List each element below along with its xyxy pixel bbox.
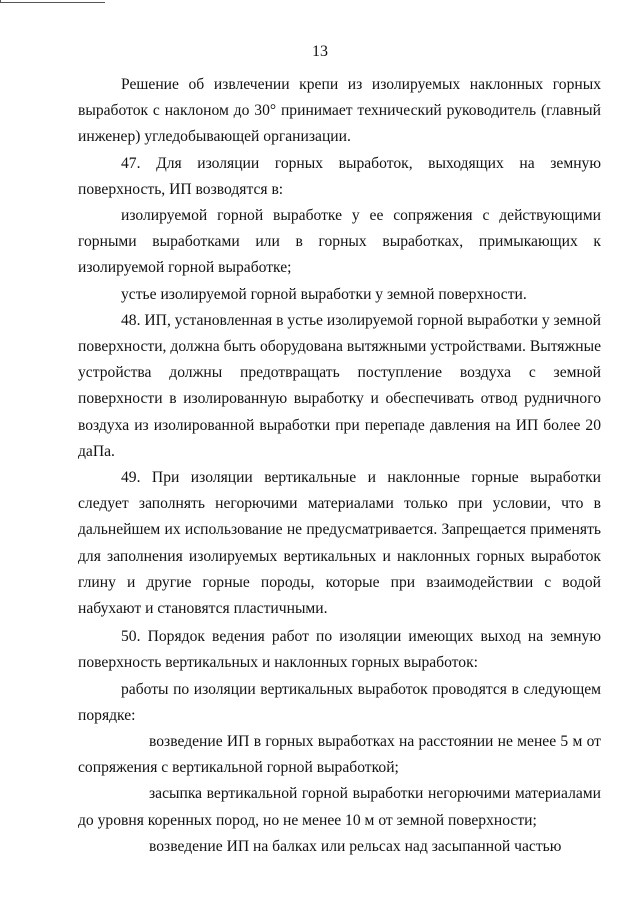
paragraph-50-step-2: засыпка вертикальной горной выработки негорючими материалами до уровня коренных пород, но не менее 10 м от земной поверхности;	[78, 785, 601, 829]
paragraph-49: 49. При изоляции вертикальные и наклонные горные выработки следует заполнять негорючими материалами только при условии, что в дальнейшем их использование не предусматривается. Запрещается применять для заполнения изолируемых вертикальных и наклонных горных выработок глину и другие горные породы, которые при взаимодействии с водой набухают и становятся пластичными.	[78, 469, 601, 618]
paragraph-47-item-1: изолируемой горной выработке у ее сопряжения с действующими горными выработками или в горных выработках, примыкающих к изолируемой горной выработке;	[78, 207, 601, 277]
paragraph-50-step-3: возведение ИП на балках или рельсах над засыпанной частью	[149, 837, 562, 855]
document-body	[78, 72, 601, 860]
paragraph-47-item-2: устье изолируемой горной выработки у земной поверхности.	[121, 285, 527, 303]
scan-edge-line	[0, 2, 105, 3]
paragraph-47: 47. Для изоляции горных выработок, выходящих на земную поверхность, ИП возводятся в:	[78, 154, 601, 198]
paragraph-50-vertical-order: работы по изоляции вертикальных выработок проводятся в следующем порядке:	[78, 680, 601, 724]
scan-edge-tick	[0, 0, 1, 3]
paragraph-50-step-1: возведение ИП в горных выработках на расстоянии не менее 5 м от сопряжения с вертикальной горной выработкой;	[78, 733, 601, 777]
page-number: 13	[312, 43, 328, 60]
paragraph-48: 48. ИП, установленная в устье изолируемой горной выработки у земной поверхности, должна быть оборудована вытяжными устройствами. Вытяжные устройства должны предотвращать поступление воздуха с земной поверхности в изолированную выработку и обеспечивать отвод рудничного воздуха из изолированной выработки при перепаде давления на ИП более 20 даПа.	[78, 311, 601, 460]
paragraph-50: 50. Порядок ведения работ по изоляции имеющих выход на земную поверхность вертикальных и наклонных горных выработок:	[78, 628, 601, 672]
paragraph-extraction-decision: Решение об извлечении крепи из изолируемых наклонных горных выработок с наклоном до 30° принимает технический руководитель (главный инженер) угледобывающей организации.	[78, 76, 601, 146]
